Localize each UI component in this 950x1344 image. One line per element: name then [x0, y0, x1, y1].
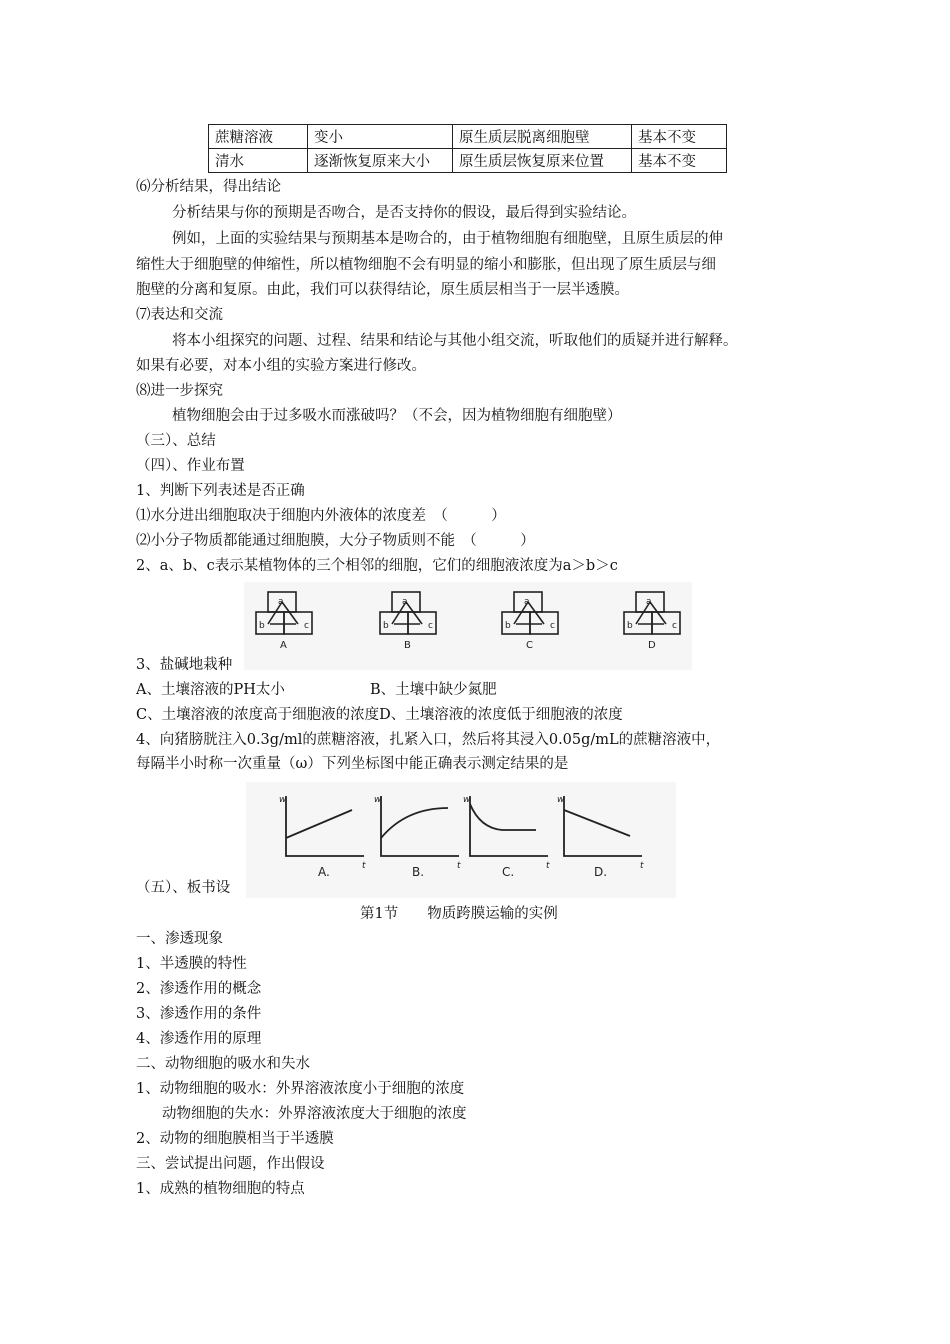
cell-label: c	[550, 621, 555, 631]
board-item: 1、半透膜的特性	[136, 956, 247, 972]
paragraph: 分析结果与你的预期是否吻合，是否支持你的假设，最后得到实验结论。	[172, 205, 636, 221]
table-cell: 原生质层脱离细胞壁	[453, 125, 632, 149]
question: 2、a、b、c表示某植物体的三个相邻的细胞，它们的细胞液浓度为a＞b＞c	[136, 558, 618, 574]
y-axis-label: w	[463, 795, 471, 805]
table-cell: 逐渐恢复原来大小	[308, 149, 453, 173]
graphs-figure-svg	[246, 782, 676, 898]
cell-label: b	[505, 621, 511, 631]
paragraph: 胞壁的分离和复原。由此，我们可以获得结论，原生质层相当于一层半透膜。	[136, 282, 629, 298]
option: B、土壤中缺少氮肥	[370, 682, 497, 698]
board-item: 3、渗透作用的条件	[136, 1006, 262, 1022]
cell-label: a	[402, 597, 408, 607]
cell-label: c	[304, 621, 309, 631]
question: 每隔半小时称一次重量（ω）下列坐标图中能正确表示测定结果的是	[136, 756, 569, 772]
question: 1、判断下列表述是否正确	[136, 483, 305, 499]
table-cell: 蔗糖溶液	[209, 125, 308, 149]
cell-label: b	[259, 621, 265, 631]
option-label: C.	[502, 865, 515, 879]
curve-a	[286, 810, 352, 838]
table-row	[209, 149, 727, 173]
option-label: B	[404, 640, 411, 651]
cell-label: c	[428, 621, 433, 631]
board-item: 三、尝试提出问题，作出假设	[136, 1156, 325, 1172]
option-label: B.	[412, 865, 425, 879]
table-row	[209, 125, 727, 149]
paragraph: 如果有必要，对本小组的实验方案进行修改。	[136, 358, 426, 374]
cell-label: b	[383, 621, 389, 631]
table-cell: 基本不变	[632, 125, 727, 149]
axes	[470, 796, 548, 856]
observation-table	[208, 124, 727, 173]
option: C、土壤溶液的浓度高于细胞液的浓度D、土壤溶液的浓度低于细胞液的浓度	[136, 707, 623, 723]
question: 4、向猪膀胱注入0.3g/ml的蔗糖溶液，扎紧入口，然后将其浸入0.05g/mL的蔗糖溶液中，	[136, 732, 721, 748]
graphs-figure	[246, 782, 676, 898]
question: 3、盐碱地栽种	[136, 657, 233, 673]
curve-c	[470, 804, 536, 830]
option-label: A.	[318, 865, 330, 879]
board-item: 4、渗透作用的原理	[136, 1031, 262, 1047]
cell-label: c	[672, 621, 677, 631]
board-title: 第1节 物质跨膜运输的实例	[360, 906, 558, 922]
cell-label: b	[627, 621, 633, 631]
section-heading: （三）、总结	[136, 433, 216, 449]
question: ⑵小分子物质都能通过细胞膜，大分子物质则不能 （ ）	[136, 533, 535, 549]
y-axis-label: w	[374, 795, 382, 805]
x-axis-label: t	[362, 861, 366, 871]
paragraph: 植物细胞会由于过多吸水而涨破吗？（不会，因为植物细胞有细胞壁）	[172, 408, 622, 424]
cell-label: a	[524, 597, 530, 607]
table-cell: 基本不变	[632, 149, 727, 173]
board-item: 2、渗透作用的概念	[136, 981, 262, 997]
x-axis-label: t	[457, 861, 461, 871]
board-item: 动物细胞的失水：外界溶液浓度大于细胞的浓度	[162, 1106, 467, 1122]
paragraph: 将本小组探究的问题、过程、结果和结论与其他小组交流，听取他们的质疑并进行解释。	[172, 333, 738, 349]
x-axis-label: t	[546, 861, 550, 871]
paragraph: 缩性大于细胞壁的伸缩性，所以植物细胞不会有明显的缩小和膨胀，但出现了原生质层与细	[136, 257, 716, 273]
option: A、土壤溶液的PH太小	[136, 682, 285, 698]
cell-label: a	[278, 597, 284, 607]
option-label: A	[280, 640, 287, 651]
option-label: C	[526, 640, 533, 651]
board-item: 1、动物细胞的吸水：外界溶液浓度小于细胞的浓度	[136, 1081, 465, 1097]
curve-d	[564, 810, 630, 836]
section-heading: （四）、作业布置	[136, 458, 245, 474]
step6-heading: ⑹分析结果，得出结论	[136, 179, 281, 195]
option-label: D.	[594, 865, 608, 879]
question: ⑴水分进出细胞取决于细胞内外液体的浓度差 （ ）	[136, 508, 506, 524]
step7-heading: ⑺表达和交流	[136, 307, 223, 323]
option-label: D	[648, 640, 656, 651]
paragraph: 例如，上面的实验结果与预期基本是吻合的，由于植物细胞有细胞壁，且原生质层的伸	[172, 231, 723, 247]
y-axis-label: w	[557, 795, 565, 805]
axes	[286, 796, 364, 856]
board-item: 二、动物细胞的吸水和失水	[136, 1056, 310, 1072]
step8-heading: ⑻进一步探究	[136, 383, 223, 399]
table-cell: 原生质层恢复原来位置	[453, 149, 632, 173]
board-item: 一、渗透现象	[136, 931, 223, 947]
cell-label: a	[646, 597, 652, 607]
table-cell: 变小	[308, 125, 453, 149]
x-axis-label: t	[640, 861, 644, 871]
cells-figure-svg	[244, 582, 692, 670]
table-cell: 清水	[209, 149, 308, 173]
y-axis-label: w	[279, 795, 287, 805]
curve-b	[381, 808, 448, 838]
board-item: 2、动物的细胞膜相当于半透膜	[136, 1131, 334, 1147]
cells-figure	[244, 582, 692, 670]
board-item: 1、成熟的植物细胞的特点	[136, 1181, 305, 1197]
section-heading: （五）、板书设	[136, 880, 231, 896]
